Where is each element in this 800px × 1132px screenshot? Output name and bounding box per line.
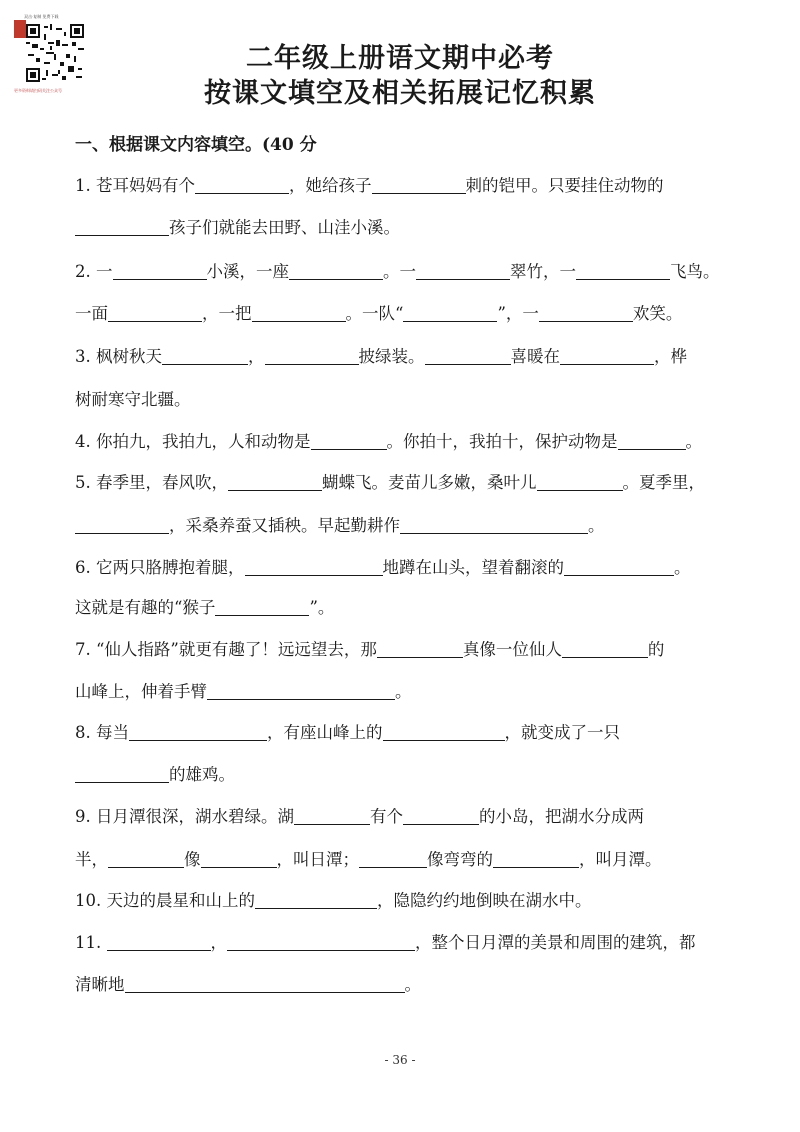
answer-blank[interactable]: [377, 640, 463, 658]
question-1-line-2: [75, 214, 400, 238]
answer-blank[interactable]: [108, 850, 184, 868]
answer-blank[interactable]: [207, 682, 395, 700]
text-segment: 7. “仙人指路”就更有趣了！远远望去，那: [75, 640, 377, 659]
answer-blank[interactable]: [252, 304, 346, 322]
text-segment: 6. 它两只胳膊抱着腿，: [75, 558, 245, 577]
answer-blank[interactable]: [311, 432, 387, 450]
text-segment: 喜暖在: [510, 347, 560, 366]
answer-blank[interactable]: [265, 347, 359, 365]
text-segment: ，就变成了一只: [504, 723, 620, 742]
text-segment: ，整个日月潭的美景和周围的建筑，都: [415, 933, 696, 952]
text-segment: ，有座山峰上的: [267, 723, 383, 742]
question-5-line-1: [75, 469, 705, 493]
text-segment: 有个: [370, 807, 403, 826]
question-2-line-2: [75, 300, 682, 324]
answer-blank[interactable]: [113, 262, 207, 280]
answer-blank[interactable]: [125, 975, 405, 993]
text-segment: 披绿装。: [358, 347, 425, 366]
text-segment: ，桦: [654, 347, 687, 366]
answer-blank[interactable]: [75, 765, 169, 783]
question-11-line-2: [75, 971, 421, 995]
text-segment: 10. 天边的晨星和山上的: [75, 891, 255, 910]
answer-blank[interactable]: [618, 432, 686, 450]
text-segment: ，: [248, 347, 265, 366]
question-9-line-1: [75, 803, 644, 827]
text-segment: 4. 你拍九，我拍九，人和动物是: [75, 432, 311, 451]
question-8-line-1: [75, 719, 620, 743]
text-segment: ，: [210, 933, 227, 952]
text-segment: 翠竹，一: [510, 262, 576, 281]
text-segment: ，叫月潭。: [579, 850, 662, 869]
answer-blank[interactable]: [75, 218, 169, 236]
answer-blank[interactable]: [560, 347, 654, 365]
text-segment: 清晰地: [75, 975, 125, 994]
answer-blank[interactable]: [255, 891, 377, 909]
text-segment: 9. 日月潭很深，湖水碧绿。湖: [75, 807, 294, 826]
text-segment: 1. 苍耳妈妈有个: [75, 176, 195, 195]
answer-blank[interactable]: [245, 558, 383, 576]
answer-blank[interactable]: [227, 933, 415, 951]
text-segment: 蝴蝶飞。麦苗儿多嫩，桑叶儿: [322, 473, 537, 492]
text-segment: 真像一位仙人: [462, 640, 562, 659]
answer-blank[interactable]: [289, 262, 383, 280]
text-segment: 树耐寒守北疆。: [75, 390, 191, 409]
text-segment: ”。: [309, 598, 335, 617]
question-10-line-1: [75, 887, 592, 911]
answer-blank[interactable]: [403, 807, 479, 825]
answer-blank[interactable]: [493, 850, 579, 868]
answer-blank[interactable]: [129, 723, 267, 741]
text-segment: 一面: [75, 304, 108, 323]
text-segment: 刺的铠甲。只要挂住动物的: [465, 176, 664, 195]
question-3-line-1: [75, 343, 687, 367]
text-segment: 。夏季里，: [622, 473, 705, 492]
text-segment: 。: [674, 558, 691, 577]
answer-blank[interactable]: [425, 347, 511, 365]
question-6-line-1: [75, 554, 691, 578]
text-segment: 。你拍十，我拍十，保护动物是: [386, 432, 618, 451]
text-segment: 小溪，一座: [206, 262, 289, 281]
answer-blank[interactable]: [359, 850, 427, 868]
text-segment: 。: [404, 975, 421, 994]
text-segment: ，隐隐约约地倒映在湖水中。: [377, 891, 592, 910]
answer-blank[interactable]: [383, 723, 505, 741]
answer-blank[interactable]: [564, 558, 674, 576]
text-segment: ，叫日潭；: [276, 850, 359, 869]
text-segment: 。: [685, 432, 702, 451]
text-segment: 飞鸟。: [670, 262, 720, 281]
answer-blank[interactable]: [537, 473, 623, 491]
answer-blank[interactable]: [75, 516, 169, 534]
answer-blank[interactable]: [294, 807, 370, 825]
answer-blank[interactable]: [539, 304, 633, 322]
text-segment: 8. 每当: [75, 723, 129, 742]
question-11-line-1: [75, 929, 696, 953]
text-segment: ”，一: [497, 304, 539, 323]
qr-caption-top: 双击·复制 免费下载: [24, 14, 59, 19]
question-5-line-2: [75, 512, 605, 536]
text-segment: 这就是有趣的“猴子: [75, 598, 216, 617]
text-segment: 像: [184, 850, 201, 869]
text-segment: 。: [395, 682, 412, 701]
text-segment: 的小岛，把湖水分成两: [479, 807, 644, 826]
text-segment: ，一把: [202, 304, 252, 323]
answer-blank[interactable]: [162, 347, 248, 365]
answer-blank[interactable]: [562, 640, 648, 658]
question-7-line-2: [75, 678, 412, 702]
text-segment: ，她给孩子: [289, 176, 372, 195]
text-segment: 山峰上，伸着手臂: [75, 682, 207, 701]
text-segment: 欢笑。: [632, 304, 683, 323]
text-segment: 。一: [383, 262, 416, 281]
question-8-line-2: [75, 761, 235, 785]
text-segment: 孩子们就能去田野、山洼小溪。: [169, 218, 400, 237]
question-3-line-2: [75, 386, 191, 410]
text-segment: 地蹲在山头，望着翻滚的: [382, 558, 564, 577]
page-number: - 36 -: [384, 1053, 416, 1067]
page-title: 二年级上册语文期中必考: [246, 43, 554, 74]
question-9-line-2: [75, 846, 662, 870]
question-4-line-1: [75, 428, 702, 452]
text-segment: 5. 春季里，春风吹，: [75, 473, 228, 492]
text-segment: 的雄鸡。: [169, 765, 235, 784]
text-segment: 2. 一: [75, 262, 113, 281]
answer-blank[interactable]: [403, 304, 497, 322]
answer-blank[interactable]: [372, 176, 466, 194]
text-segment: 。: [588, 516, 605, 535]
text-segment: 的: [647, 640, 665, 659]
qr-caption-bottom: 更多资料请扫码关注公众号: [14, 88, 62, 93]
text-segment: 像弯弯的: [427, 850, 493, 869]
answer-blank[interactable]: [416, 262, 510, 280]
answer-blank[interactable]: [195, 176, 289, 194]
answer-blank[interactable]: [201, 850, 277, 868]
question-1-line-1: [75, 172, 664, 196]
page-subtitle: 按课文填空及相关拓展记忆积累: [204, 78, 596, 109]
text-segment: 11.: [75, 933, 107, 952]
text-segment: 半，: [75, 850, 108, 869]
question-2-line-1: [75, 258, 720, 282]
answer-blank[interactable]: [108, 304, 202, 322]
answer-blank[interactable]: [228, 473, 322, 491]
question-6-line-2: [75, 594, 334, 618]
answer-blank[interactable]: [400, 516, 588, 534]
answer-blank[interactable]: [576, 262, 670, 280]
answer-blank[interactable]: [215, 598, 309, 616]
question-7-line-1: [75, 636, 664, 660]
section-heading: 一、根据课文内容填空。(40 分: [75, 135, 317, 155]
text-segment: 3. 枫树秋天: [75, 347, 162, 366]
text-segment: 。一队“: [345, 304, 404, 323]
text-segment: ，采桑养蚕又插秧。早起勤耕作: [169, 516, 400, 535]
answer-blank[interactable]: [107, 933, 211, 951]
